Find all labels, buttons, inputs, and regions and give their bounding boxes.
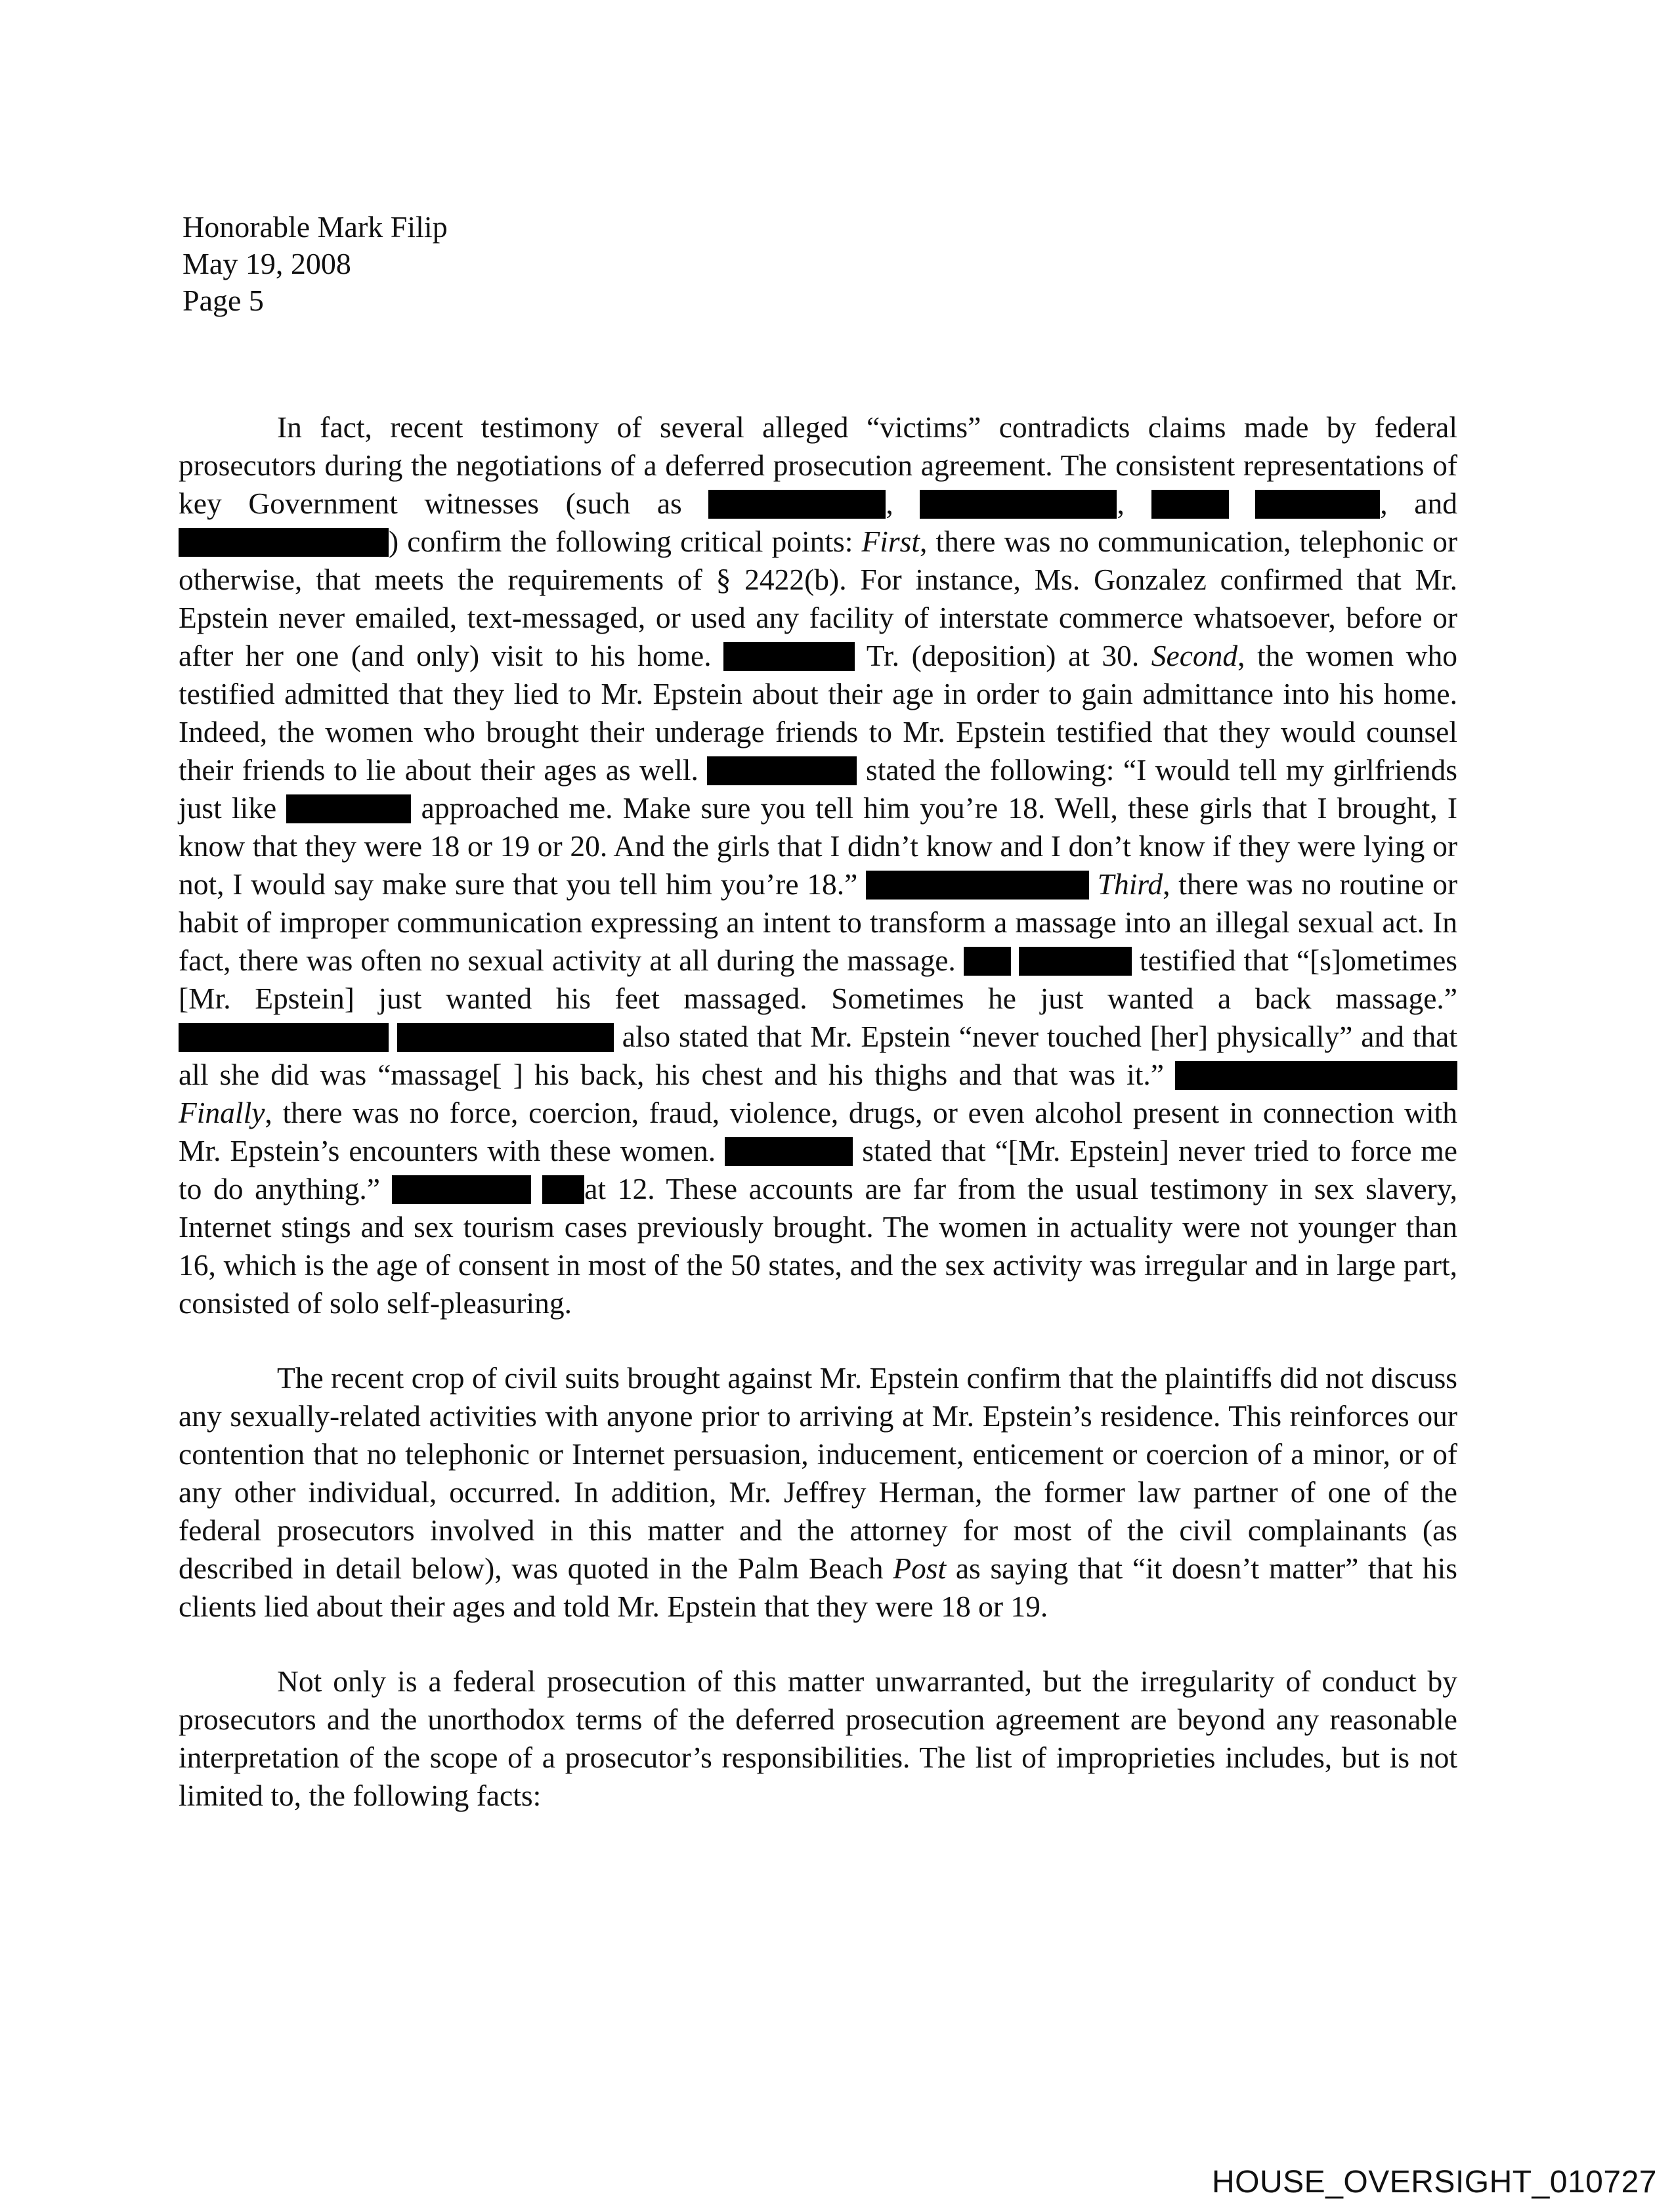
text-run: , there was no routine or habit of improper communication expressing an intent to transform a massage into an illegal sexual act. In fact, there was often no sexual activity at all during the massage. bbox=[179, 867, 1457, 977]
redaction-block bbox=[708, 490, 886, 519]
text-run bbox=[1011, 943, 1019, 977]
text-run: Tr. (deposition) at 30. bbox=[855, 639, 1151, 672]
text-run: In fact, recent testimony of several alleged “victims” contradicts claims made by federal prosecutors during the negotiations of a deferred prosecution agreement. The consistent representations of key Government witnesses (such as bbox=[179, 410, 1457, 520]
recipient-line: Honorable Mark Filip bbox=[182, 210, 448, 244]
redaction-block bbox=[1151, 490, 1229, 519]
text-run: , bbox=[886, 487, 920, 520]
text-run: as saying that “it doesn’t matter” that his clients lied about their ages and told Mr. Epstein that they were 18 or 19. bbox=[179, 1551, 1457, 1623]
italic-text-run: Second bbox=[1151, 639, 1238, 672]
redaction-block bbox=[179, 1023, 389, 1052]
redaction-block bbox=[866, 871, 1089, 900]
italic-text-run: Finally bbox=[179, 1096, 265, 1129]
redaction-block bbox=[725, 1137, 853, 1166]
body-paragraph bbox=[179, 408, 1457, 1322]
text-run: The recent crop of civil suits brought against Mr. Epstein confirm that the plaintiffs did not discuss any sexually-related activities with anyone prior to arriving at Mr. Epstein’s residence. This reinforces our contention that no telephonic or Internet persuasion, inducement, enticement or coercion of a minor, or of any other individual, occurred. In addition, Mr. Jeffrey Herman, the former law partner of one of the federal prosecutors involved in this matter and the attorney for most of the civil complainants (as described in detail below), was quoted in the Palm Beach bbox=[179, 1361, 1457, 1585]
body-paragraph bbox=[179, 1662, 1457, 1815]
italic-text-run: Post bbox=[893, 1551, 947, 1585]
letter-header bbox=[182, 209, 448, 319]
body-paragraph bbox=[179, 1359, 1457, 1626]
redaction-block bbox=[723, 642, 855, 671]
redaction-block bbox=[286, 794, 411, 823]
italic-text-run: Third bbox=[1097, 867, 1163, 901]
redaction-block bbox=[1255, 490, 1380, 519]
redaction-block bbox=[1019, 947, 1132, 976]
text-run bbox=[1089, 867, 1098, 901]
text-run: testified that “[s]ometimes [Mr. Epstein] just wanted his feet massaged. Sometimes he just wanted a back massage.” bbox=[179, 943, 1457, 1015]
text-run: at 12. These accounts are far from the usual testimony in sex slavery, Internet stings and sex tourism cases previously brought. The women in actuality were not younger than 16, which is the age of consent in most of the 50 states, and the sex activity was irregular and in large part, consisted of solo self-pleasuring. bbox=[179, 1172, 1457, 1320]
text-run bbox=[389, 1020, 397, 1053]
redaction-block bbox=[542, 1175, 584, 1204]
italic-text-run: First bbox=[861, 525, 920, 558]
text-run: , bbox=[1117, 487, 1151, 520]
redaction-block bbox=[179, 528, 389, 557]
text-run: , there was no force, coercion, fraud, violence, drugs, or even alcohol present in connection with Mr. Epstein’s encounters with these women. bbox=[179, 1096, 1457, 1167]
redaction-block bbox=[964, 947, 1011, 976]
text-run: stated the following: “I would tell my girlfriends just like bbox=[179, 753, 1457, 825]
page-number-line: Page 5 bbox=[182, 284, 264, 317]
text-run: , the women who testified admitted that they lied to Mr. Epstein about their age in order to gain admittance into his home. Indeed, the women who brought their underage friends to Mr. Epstein testified that they would counsel their friends to lie about their ages as well. bbox=[179, 639, 1458, 787]
text-run: also stated that Mr. Epstein “never touched [her] physically” and that all she did was “massage[ ] his back, his chest and his thighs and that was it.” bbox=[179, 1020, 1457, 1091]
text-run: stated that “[Mr. Epstein] never tried to force me to do anything.” bbox=[179, 1134, 1457, 1205]
text-run: , and bbox=[1380, 487, 1457, 520]
redaction-block bbox=[397, 1023, 614, 1052]
date-line: May 19, 2008 bbox=[182, 247, 351, 280]
text-run bbox=[531, 1172, 543, 1205]
text-run: approached me. Make sure you tell him you’re 18. Well, these girls that I brought, I know that they were 18 or 19 or 20. And the girls that I didn’t know and I don’t know if they were lying or not, I would say make sure that you tell him you’re 18.” bbox=[179, 791, 1458, 901]
redaction-block bbox=[707, 756, 857, 785]
text-run: Not only is a federal prosecution of this matter unwarranted, but the irregularity of conduct by prosecutors and the unorthodox terms of the deferred prosecution agreement are beyond any reasonable interpretation of the scope of a prosecutor’s responsibilities. The list of improprieties includes, but is not limited to, the following facts: bbox=[179, 1664, 1457, 1812]
redaction-block bbox=[1175, 1061, 1457, 1090]
letter-body bbox=[179, 408, 1457, 1852]
redaction-block bbox=[392, 1175, 531, 1204]
bates-stamp: HOUSE_OVERSIGHT_010727 bbox=[1212, 2165, 1657, 2200]
text-run: , there was no communication, telephonic or otherwise, that meets the requirements of § 2422(b). For instance, Ms. Gonzalez confirmed that Mr. Epstein never emailed, text-messaged, or used any facility of interstate commerce whatsoever, before or after her one (and only) visit to his home. bbox=[179, 525, 1457, 672]
text-run: ) confirm the following critical points: bbox=[389, 525, 862, 558]
redaction-block bbox=[920, 490, 1117, 519]
text-run bbox=[1229, 487, 1256, 520]
